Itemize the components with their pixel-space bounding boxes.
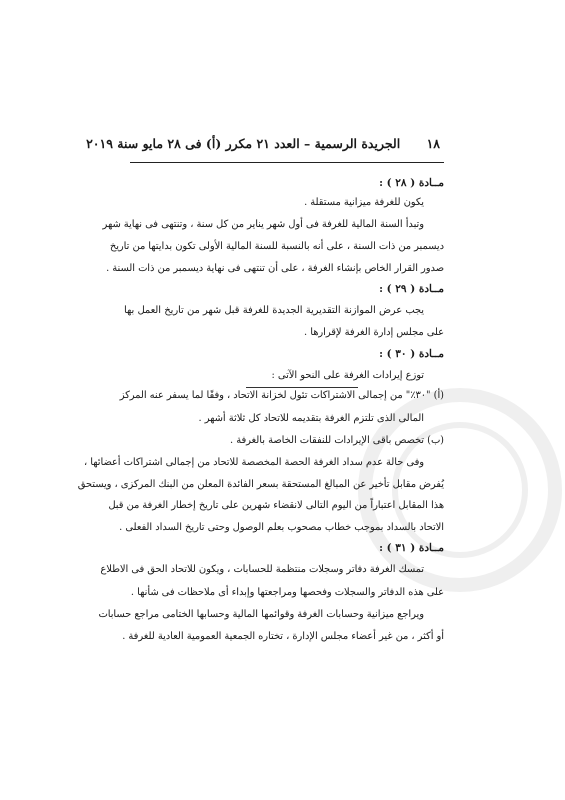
article-heading: مــادة ( ٢٩ ) : <box>379 283 444 295</box>
article-heading: مــادة ( ٣٠ ) : <box>379 348 444 360</box>
header-rule <box>130 162 444 163</box>
text-line: وتبدأ السنة المالية للغرفة فى أول شهر يناير من كل سنة ، وتنتهى فى نهاية شهر <box>102 219 424 230</box>
text-line: أو أكثر ، من غير أعضاء مجلس الإدارة ، تختاره الجمعية العمومية العادية للغرفة . <box>122 631 444 642</box>
text-line: على مجلس إدارة الغرفة لإقرارها . <box>304 327 444 338</box>
page-header <box>86 136 440 156</box>
text-line: الاتحاد بالسداد بموجب خطاب مصحوب بعلم الوصول وحتى تاريخ السداد الفعلى . <box>119 522 444 533</box>
text-line: يُفرض مقابل تأخير عن المبالغ المستحقة بسعر الفائدة المعلن من البنك المركزى ، ويستحق <box>77 479 444 490</box>
text-line: (ب) تخصص باقى الإيرادات للنفقات الخاصة بالغرفة . <box>229 435 444 446</box>
text-line: (أ) "٣٠٪" من إجمالى الاشتراكات تئول لخزانة الاتحاد ، وفقًا لما يسفر عنه المركز <box>119 390 444 401</box>
text-line: ويراجع ميزانية وحسابات الغرفة وقوائمها المالية وحسابها الختامى مراجع حسابات <box>98 609 424 620</box>
text-line: يجب عرض الموازنة التقديرية الجديدة للغرفة قبل شهر من تاريخ العمل بها <box>124 305 424 316</box>
underline-mark <box>246 387 358 388</box>
article-heading: مــادة ( ٢٨ ) : <box>379 177 444 189</box>
text-line: يكون للغرفة ميزانية مستقلة . <box>304 197 424 208</box>
page-number: ١٨ <box>426 136 440 151</box>
article-heading: مــادة ( ٣١ ) : <box>379 542 444 554</box>
text-line: توزع إيرادات الغرفة على النحو الآتى : <box>271 370 424 381</box>
text-line: تمسك الغرفة دفاتر وسجلات منتظمة للحسابات ، ويكون للاتحاد الحق فى الاطلاع <box>100 564 424 575</box>
text-line: صدور القرار الخاص بإنشاء الغرفة ، على أن تنتهى فى نهاية ديسمبر من ذات السنة . <box>106 263 444 274</box>
gazette-title: الجريدة الرسمية – العدد ٢١ مكرر (أ) فى ٢٨ مايو سنة ٢٠١٩ <box>86 136 401 151</box>
text-line: ديسمبر من ذات السنة ، على أنه بالنسبة للسنة المالية الأولى تكون بدايتها من تاريخ <box>109 241 444 252</box>
text-line: المالى الذى تلتزم الغرفة بتقديمه للاتحاد كل ثلاثة أشهر . <box>198 413 424 424</box>
text-line: هذا المقابل اعتباراً من اليوم التالى لانقضاء شهرين على تاريخ إخطار الغرفة من قبل <box>108 500 444 511</box>
text-line: وفى حالة عدم سداد الغرفة الحصة المخصصة للاتحاد من إجمالى اشتراكات أعضائها ، <box>83 457 424 468</box>
text-line: على هذه الدفاتر والسجلات وفحصها ومراجعتها وإبداء أى ملاحظات فى شأنها . <box>130 587 444 598</box>
